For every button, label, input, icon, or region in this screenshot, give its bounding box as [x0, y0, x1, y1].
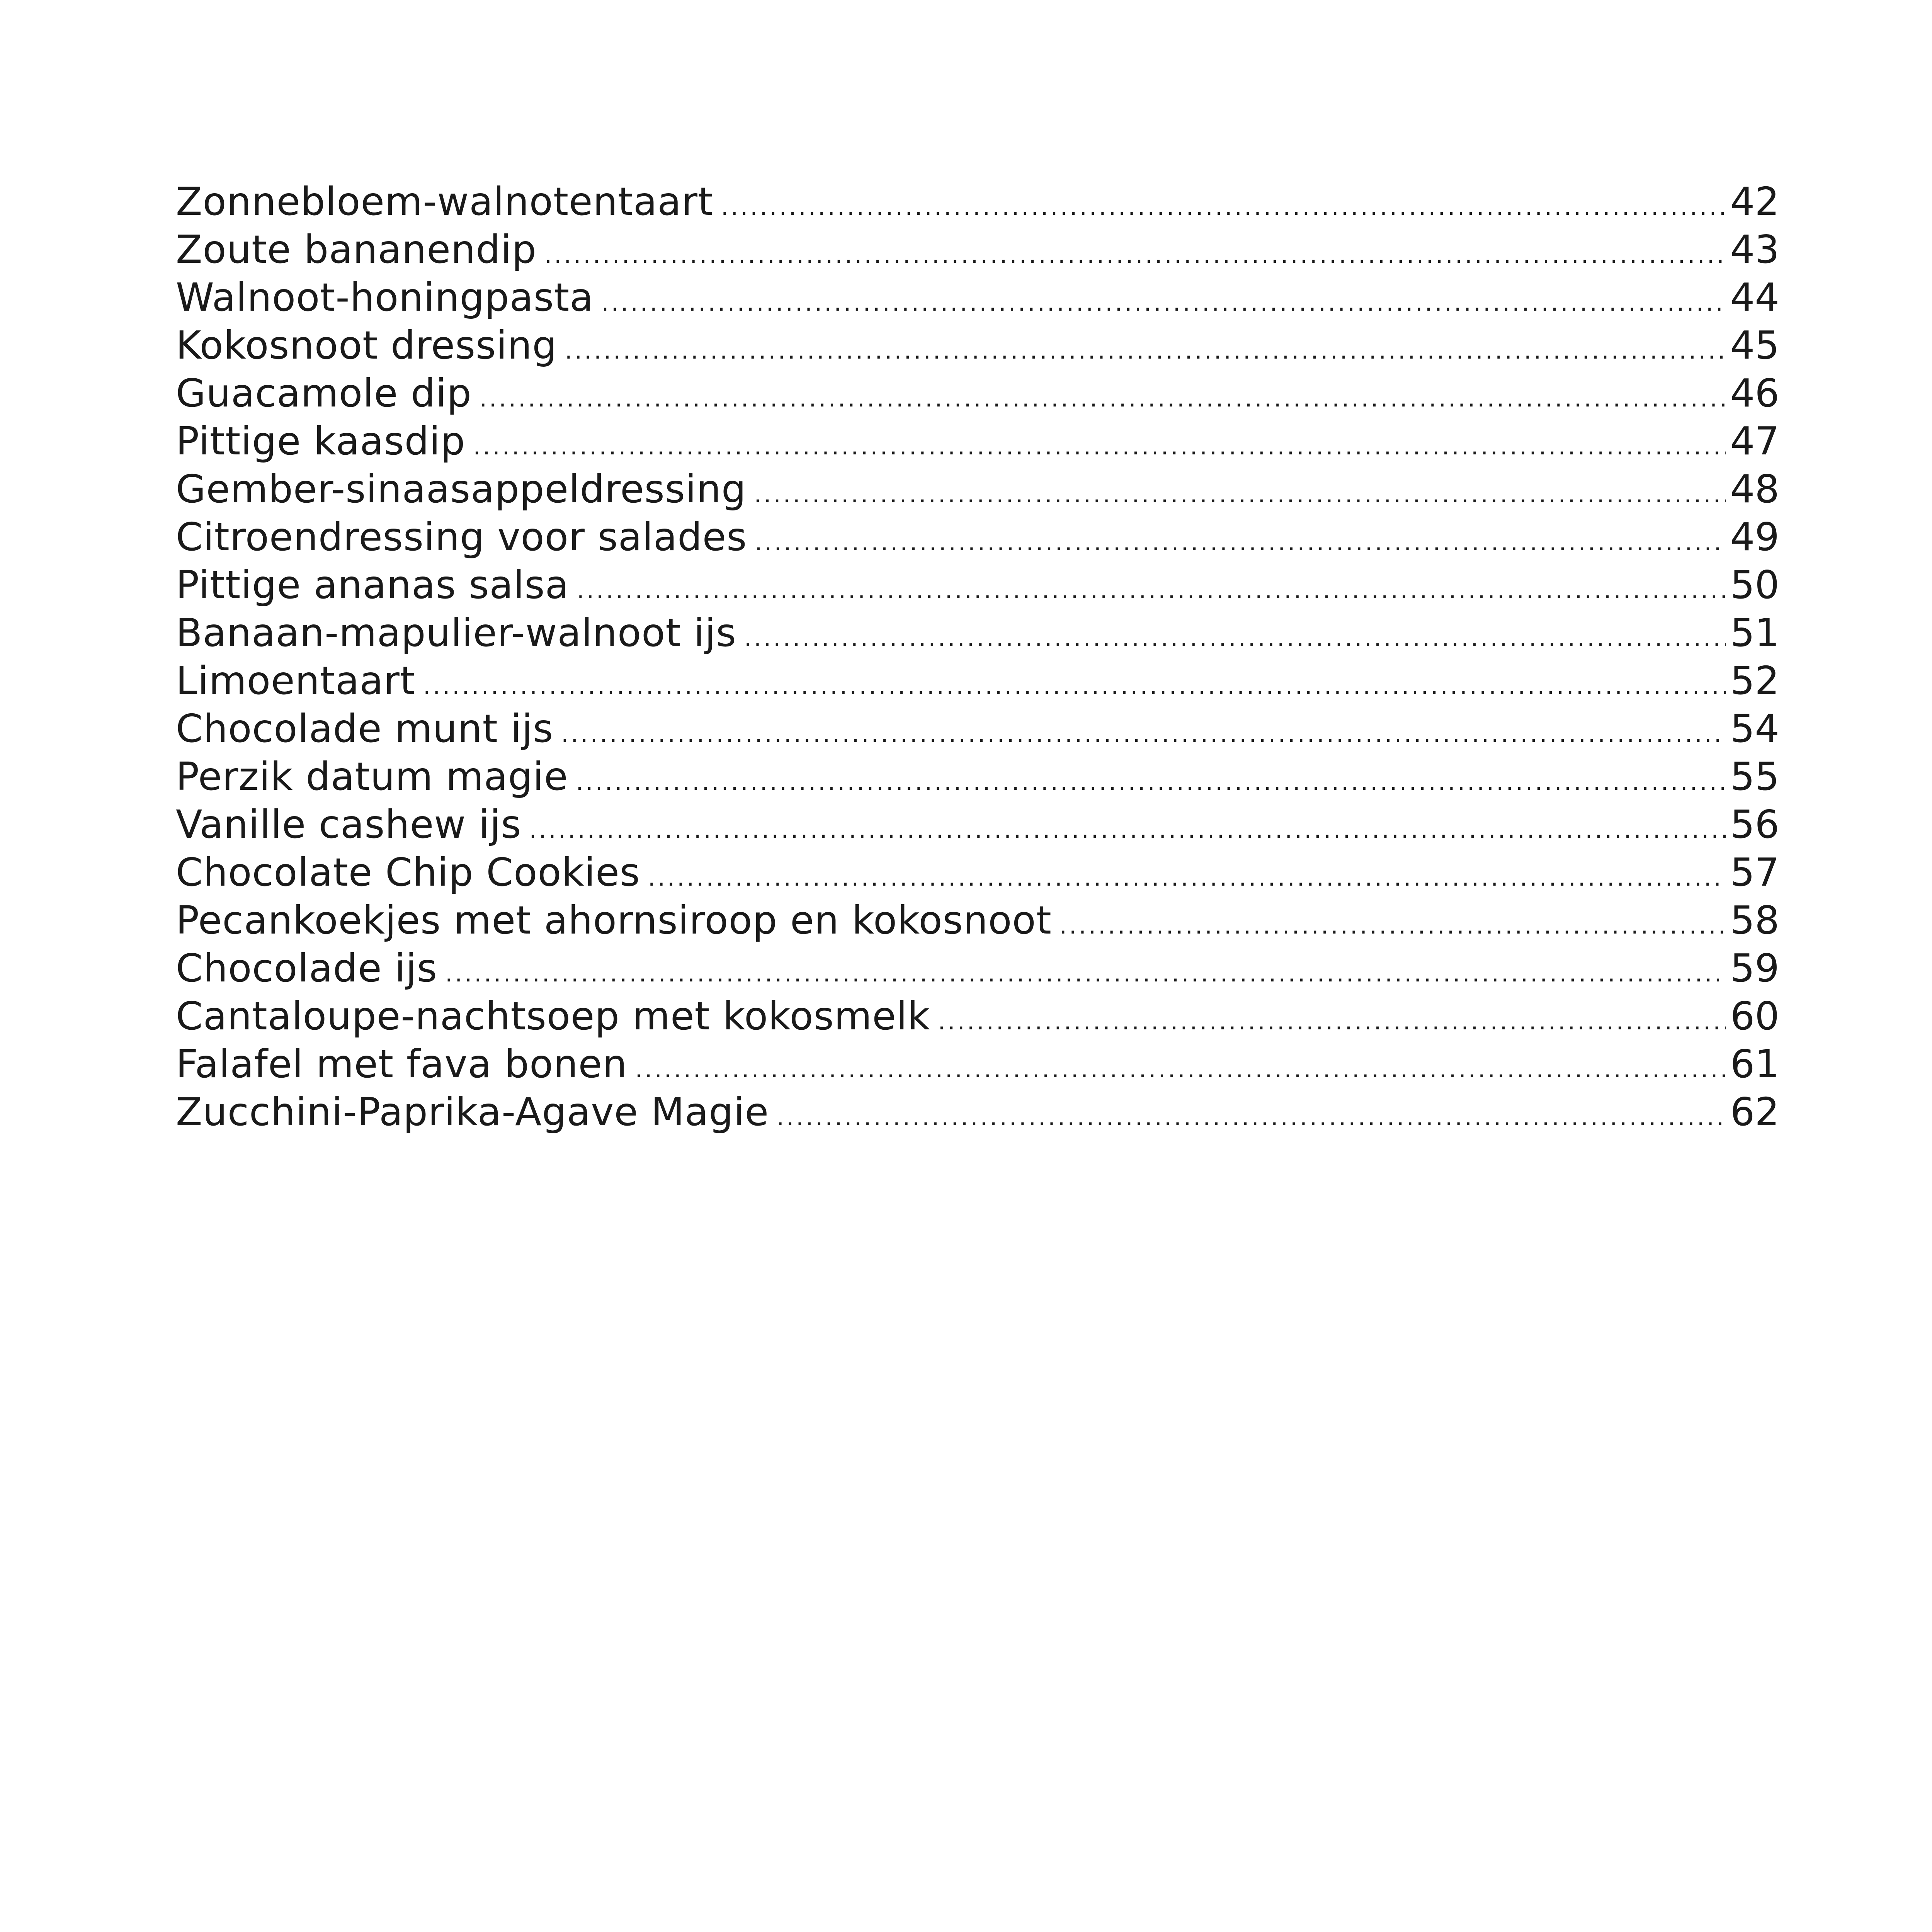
toc-entry-page: 46: [1730, 371, 1779, 416]
toc-entry-title: Perzik datum magie: [176, 754, 568, 799]
toc-dot-leader: [744, 609, 1726, 657]
toc-entry-title: Banaan-mapulier-walnoot ijs: [176, 610, 736, 655]
toc-entry[interactable]: [176, 274, 1779, 321]
toc-entry-title: Kokosnoot dressing: [176, 323, 557, 368]
toc-dot-leader: [602, 274, 1726, 321]
toc-entry-page: 52: [1730, 658, 1779, 703]
table-of-contents: [176, 178, 1779, 1136]
toc-dot-leader: [938, 992, 1725, 1040]
toc-entry-title: Vanille cashew ijs: [176, 802, 522, 847]
toc-dot-leader: [473, 417, 1725, 465]
toc-entry[interactable]: [176, 226, 1779, 274]
toc-entry-page: 51: [1730, 610, 1779, 655]
toc-dot-leader: [423, 657, 1726, 705]
toc-entry-title: Chocolate Chip Cookies: [176, 850, 640, 895]
toc-dot-leader: [648, 849, 1726, 896]
toc-dot-leader: [754, 465, 1725, 513]
toc-entry-title: Chocolade ijs: [176, 946, 438, 991]
toc-dot-leader: [544, 226, 1726, 274]
toc-entry[interactable]: [176, 896, 1779, 944]
toc-entry-page: 49: [1730, 514, 1779, 560]
toc-entry-page: 62: [1730, 1089, 1779, 1134]
toc-dot-leader: [561, 705, 1726, 753]
toc-dot-leader: [777, 1088, 1726, 1136]
toc-entry-page: 54: [1730, 706, 1779, 751]
toc-entry[interactable]: [176, 849, 1779, 896]
toc-entry-page: 45: [1730, 323, 1779, 368]
toc-entry-title: Gember-sinaasappeldressing: [176, 466, 747, 512]
toc-dot-leader: [565, 321, 1726, 369]
toc-entry[interactable]: [176, 1040, 1779, 1088]
toc-entry-page: 50: [1730, 562, 1779, 607]
toc-entry-page: 48: [1730, 466, 1779, 512]
toc-entry-page: 58: [1730, 898, 1779, 943]
toc-dot-leader: [755, 513, 1725, 561]
toc-entry-title: Zonnebloem-walnotentaart: [176, 179, 714, 224]
toc-dot-leader: [445, 944, 1726, 992]
toc-entry[interactable]: [176, 609, 1779, 657]
toc-entry[interactable]: [176, 992, 1779, 1040]
toc-entry[interactable]: [176, 369, 1779, 417]
toc-dot-leader: [480, 369, 1726, 417]
toc-dot-leader: [721, 178, 1726, 226]
toc-entry-page: 47: [1730, 418, 1779, 464]
toc-entry[interactable]: [176, 753, 1779, 801]
toc-entry-title: Zucchini-Paprika-Agave Magie: [176, 1089, 769, 1134]
toc-entry-title: Walnoot-honingpasta: [176, 275, 594, 320]
toc-entry-title: Chocolade munt ijs: [176, 706, 554, 751]
toc-entry-page: 56: [1730, 802, 1779, 847]
toc-entry-title: Zoute bananendip: [176, 227, 537, 272]
toc-dot-leader: [529, 801, 1725, 849]
toc-entry[interactable]: [176, 1088, 1779, 1136]
toc-entry-page: 43: [1730, 227, 1779, 272]
toc-entry-page: 55: [1730, 754, 1779, 799]
toc-entry[interactable]: [176, 513, 1779, 561]
toc-entry-title: Pittige ananas salsa: [176, 562, 569, 607]
toc-entry-title: Citroendressing voor salades: [176, 514, 747, 560]
toc-entry[interactable]: [176, 801, 1779, 849]
toc-entry-page: 59: [1730, 946, 1779, 991]
toc-entry-title: Pittige kaasdip: [176, 418, 466, 464]
toc-entry[interactable]: [176, 705, 1779, 753]
toc-entry[interactable]: [176, 944, 1779, 992]
toc-entry[interactable]: [176, 561, 1779, 609]
toc-dot-leader: [1060, 896, 1726, 944]
toc-entry[interactable]: [176, 178, 1779, 226]
toc-entry-title: Guacamole dip: [176, 371, 472, 416]
toc-entry-title: Limoentaart: [176, 658, 416, 703]
toc-entry[interactable]: [176, 465, 1779, 513]
toc-entry[interactable]: [176, 321, 1779, 369]
toc-entry-page: 42: [1730, 179, 1779, 224]
toc-entry-page: 44: [1730, 275, 1779, 320]
toc-entry-page: 57: [1730, 850, 1779, 895]
toc-entry-page: 60: [1730, 993, 1779, 1039]
toc-entry[interactable]: [176, 417, 1779, 465]
toc-dot-leader: [577, 561, 1726, 609]
toc-dot-leader: [576, 753, 1725, 801]
toc-entry-title: Pecankoekjes met ahornsiroop en kokosnoot: [176, 898, 1052, 943]
toc-dot-leader: [635, 1040, 1726, 1088]
toc-entry-title: Falafel met fava bonen: [176, 1041, 628, 1087]
toc-entry[interactable]: [176, 657, 1779, 705]
toc-entry-title: Cantaloupe-nachtsoep met kokosmelk: [176, 993, 930, 1039]
toc-entry-page: 61: [1730, 1041, 1779, 1087]
